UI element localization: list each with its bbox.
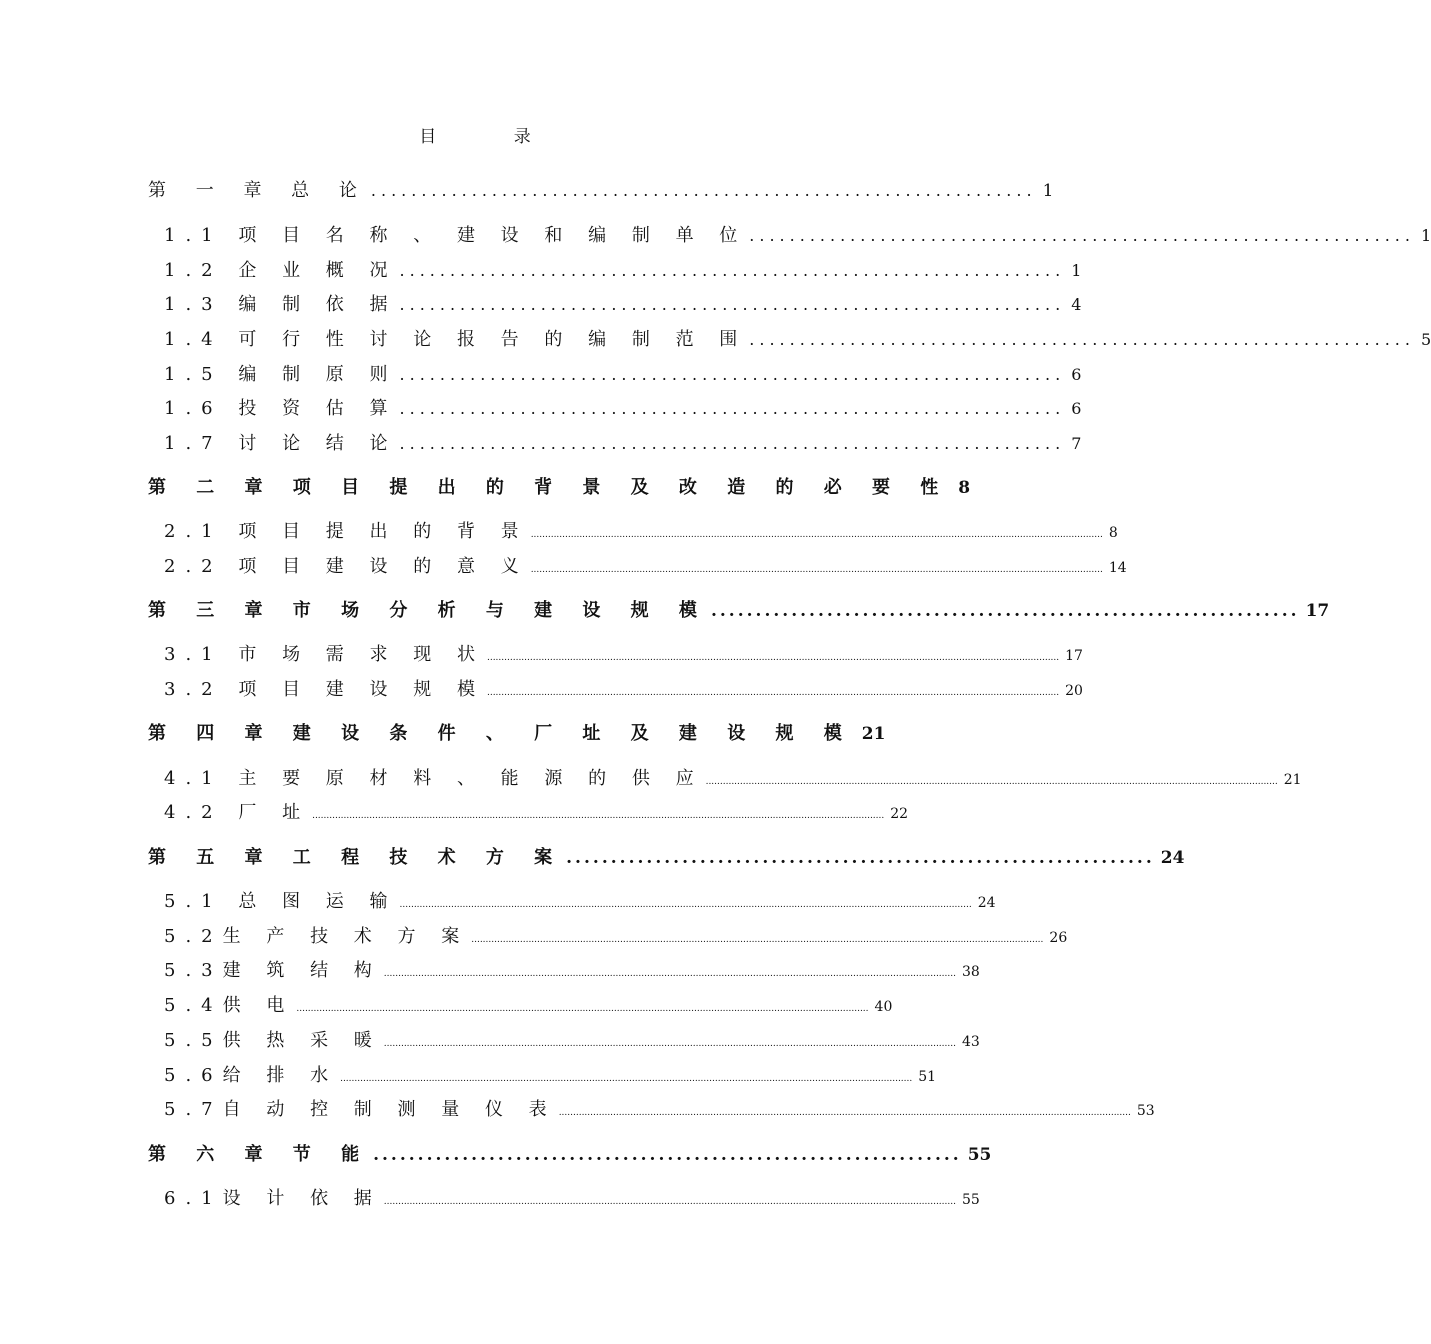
dot-leader: .................................................................. — [749, 226, 1415, 245]
dot-leader: .................................................................. — [399, 399, 1066, 418]
section-page: 7 — [1071, 434, 1082, 453]
dot-leader: ........................................................................................................................................................................................................ — [530, 565, 1103, 575]
chapter-page: 1 — [1042, 181, 1054, 201]
toc-section-5-1[interactable] — [164, 887, 996, 913]
toc-section-5-5[interactable] — [164, 1026, 980, 1052]
toc-section-1-5[interactable] — [164, 360, 1082, 386]
toc-chapter-6[interactable] — [148, 1140, 992, 1166]
toc-chapter-2[interactable] — [148, 473, 971, 499]
dot-leader: .................................................................. — [710, 601, 1300, 621]
section-label: 2.2 项 目 建 设 的 意 义 — [164, 556, 529, 577]
chapter-label: 第 五 章 工 程 技 术 方 案 — [148, 847, 565, 868]
toc-chapter-3[interactable] — [148, 596, 1330, 622]
dot-leader: ........................................................................................................................................................................................................ — [383, 1039, 956, 1049]
section-label: 1.5 编 制 原 则 — [164, 364, 398, 385]
section-label: 1.7 讨 论 结 论 — [164, 433, 398, 454]
section-page: 22 — [890, 806, 909, 822]
section-label: 5.7自 动 控 制 测 量 仪 表 — [164, 1099, 557, 1120]
toc-section-4-1[interactable] — [164, 764, 1302, 790]
section-label: 5.4供 电 — [164, 995, 295, 1016]
dot-leader: .................................................................. — [373, 1145, 962, 1165]
section-page: 24 — [977, 895, 996, 911]
toc-section-2-2[interactable] — [164, 552, 1127, 578]
section-page: 14 — [1108, 560, 1127, 576]
chapter-page: 8 — [958, 478, 971, 498]
chapter-label: 第 二 章 项 目 提 出 的 背 景 及 改 造 的 必 要 性 — [148, 477, 951, 498]
dot-leader: .................................................................. — [749, 330, 1415, 349]
toc-section-1-4[interactable] — [164, 325, 1431, 351]
section-label: 5.2生 产 技 术 方 案 — [164, 926, 470, 947]
section-label: 3.1 市 场 需 求 现 状 — [164, 644, 485, 665]
section-label: 1.3 编 制 依 据 — [164, 294, 398, 315]
toc-chapter-4[interactable] — [148, 719, 886, 745]
section-label: 5.6给 排 水 — [164, 1065, 339, 1086]
dot-leader: ........................................................................................................................................................................................................ — [486, 688, 1060, 698]
section-label: 5.1 总 图 运 输 — [164, 891, 398, 912]
dot-leader: ........................................................................................................................................................................................................ — [312, 811, 885, 821]
section-label: 1.6 投 资 估 算 — [164, 398, 398, 419]
dot-leader: ........................................................................................................................................................................................................ — [471, 935, 1044, 945]
dot-leader: ........................................................................................................................................................................................................ — [558, 1108, 1131, 1118]
section-page: 17 — [1065, 648, 1083, 664]
section-label: 5.3建 筑 结 构 — [164, 960, 382, 981]
section-page: 20 — [1065, 683, 1083, 699]
section-page: 43 — [961, 1034, 980, 1050]
chapter-label: 第 四 章 建 设 条 件 、 厂 址 及 建 设 规 模 — [148, 723, 854, 744]
chapter-page: 24 — [1160, 848, 1185, 868]
chapter-page: 55 — [967, 1145, 992, 1165]
dot-leader: .................................................................. — [370, 181, 1037, 200]
toc-section-5-6[interactable] — [164, 1061, 937, 1087]
chapter-page: 17 — [1305, 601, 1330, 621]
chapter-label: 第 一 章 总 论 — [148, 180, 369, 201]
toc-section-1-1[interactable] — [164, 221, 1431, 247]
dot-leader: .................................................................. — [566, 848, 1155, 868]
toc-chapter-1[interactable] — [148, 176, 1054, 202]
section-page: 6 — [1071, 365, 1082, 384]
dot-leader: ........................................................................................................................................................................................................ — [296, 1004, 869, 1014]
section-label: 1.4 可 行 性 讨 论 报 告 的 编 制 范 围 — [164, 329, 748, 350]
section-page: 5 — [1420, 330, 1431, 349]
section-page: 6 — [1071, 399, 1082, 418]
section-page: 55 — [961, 1192, 980, 1208]
chapter-label: 第 三 章 市 场 分 析 与 建 设 规 模 — [148, 600, 709, 621]
section-page: 38 — [961, 964, 980, 980]
toc-section-1-6[interactable] — [164, 394, 1082, 420]
dot-leader: .................................................................. — [399, 261, 1066, 280]
section-label: 2.1 项 目 提 出 的 背 景 — [164, 521, 529, 542]
toc-section-1-7[interactable] — [164, 429, 1082, 455]
section-page: 40 — [874, 999, 893, 1015]
dot-leader: ........................................................................................................................................................................................................ — [383, 1197, 956, 1207]
section-page: 51 — [918, 1069, 937, 1085]
dot-leader: ........................................................................................................................................................................................................ — [530, 530, 1103, 540]
section-label: 3.2 项 目 建 设 规 模 — [164, 679, 485, 700]
section-page: 26 — [1049, 930, 1068, 946]
chapter-label: 第 六 章 节 能 — [148, 1144, 372, 1165]
section-page: 53 — [1136, 1103, 1155, 1119]
toc-section-1-3[interactable] — [164, 290, 1082, 316]
toc-section-1-2[interactable] — [164, 256, 1082, 282]
toc-section-3-2[interactable] — [164, 675, 1083, 701]
section-label: 5.5供 热 采 暖 — [164, 1030, 382, 1051]
section-label: 4.2 厂 址 — [164, 802, 311, 823]
section-label: 6.1设 计 依 据 — [164, 1188, 382, 1209]
dot-leader: ........................................................................................................................................................................................................ — [383, 969, 956, 979]
dot-leader: ........................................................................................................................................................................................................ — [705, 777, 1278, 787]
toc-section-5-4[interactable] — [164, 991, 893, 1017]
chapter-page: 21 — [861, 724, 886, 744]
dot-leader: .................................................................. — [399, 295, 1066, 314]
toc-section-5-7[interactable] — [164, 1095, 1155, 1121]
section-label: 1.1 项 目 名 称 、 建 设 和 编 制 单 位 — [164, 225, 748, 246]
toc-section-5-3[interactable] — [164, 956, 980, 982]
dot-leader: .................................................................. — [399, 434, 1066, 453]
toc-section-5-2[interactable] — [164, 922, 1068, 948]
section-label: 1.2 企 业 概 况 — [164, 260, 398, 281]
toc-section-4-2[interactable] — [164, 798, 909, 824]
toc-section-3-1[interactable] — [164, 640, 1083, 666]
section-page: 1 — [1420, 226, 1431, 245]
dot-leader: .................................................................. — [399, 365, 1066, 384]
section-page: 4 — [1071, 295, 1082, 314]
dot-leader: ........................................................................................................................................................................................................ — [486, 653, 1060, 663]
section-label: 4.1 主 要 原 材 料 、 能 源 的 供 应 — [164, 768, 704, 789]
toc-section-2-1[interactable] — [164, 517, 1118, 543]
section-page: 8 — [1108, 525, 1118, 541]
dot-leader: ........................................................................................................................................................................................................ — [399, 900, 972, 910]
toc-title: 目 录 — [419, 127, 567, 147]
toc-chapter-5[interactable] — [148, 843, 1185, 869]
dot-leader: ........................................................................................................................................................................................................ — [340, 1074, 913, 1084]
section-page: 21 — [1283, 772, 1302, 788]
section-page: 1 — [1071, 261, 1082, 280]
toc-section-6-1[interactable] — [164, 1184, 980, 1210]
